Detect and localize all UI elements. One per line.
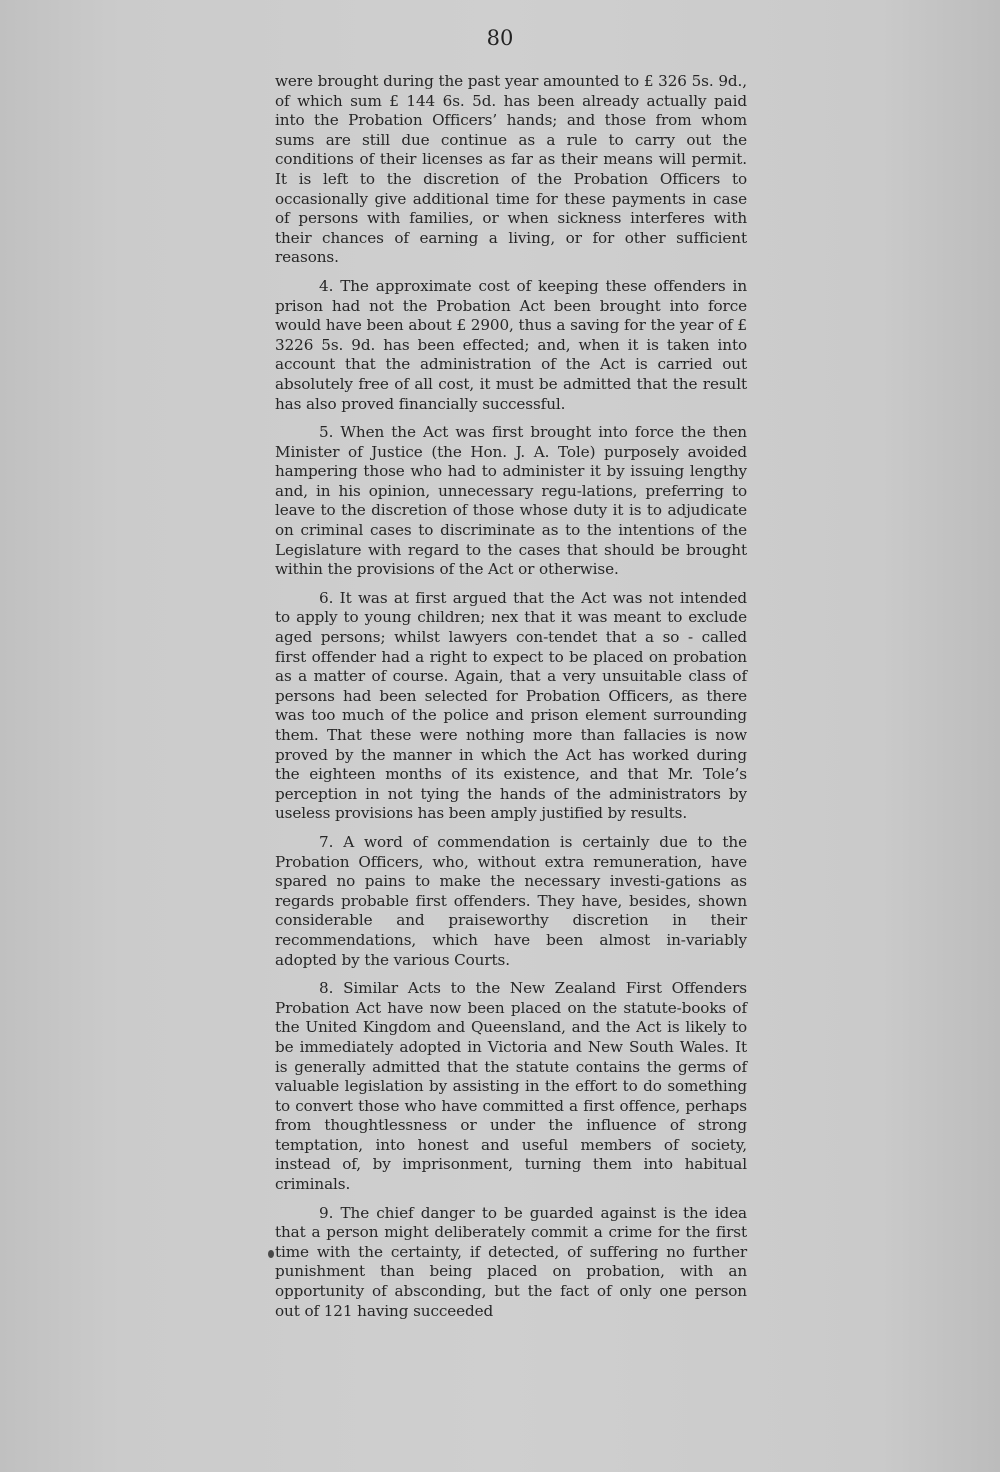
paragraph-4: 4. The approximate cost of keeping these offenders in prison had not the Probation Act been brought into force would have been about £ 2900, thus a saving for the year of £ 3226 5s. 9d. has been effected; and, when it is taken into account that the administration of the Act is carried out absolutely free of all cost, it must be admitted that the result has also proved financially successful. xyxy=(275,276,747,413)
page-number: 80 xyxy=(486,26,514,50)
paragraph-6: 6. It was at first argued that the Act was not intended to apply to young children; nex that it was meant to exclude aged persons; whilst lawyers con-tendet that a so - called first offender had a right to expect to be placed on probation as a matter of course. Again, that a very unsuitable class of persons had been selected for Probation Officers, as there was too much of the police and prison element surrounding them. That these were nothing more than fallacies is now proved by the manner in which the Act has worked during the eighteen months of its existence, and that Mr. Tole’s perception in not tying the hands of the administrators by useless provisions has been amply justified by results. xyxy=(275,588,747,823)
body-text xyxy=(275,72,747,1330)
paragraph-continuation: were brought during the past year amounted to £ 326 5s. 9d., of which sum £ 144 6s. 5d. has been already actually paid into the Probation Officers’ hands; and those from whom sums are still due continue as a rule to carry out the conditions of their licenses as far as their means will permit. It is left to the discretion of the Probation Officers to occasionally give additional time for these payments in case of persons with families, or when sickness interferes with their chances of earning a living, or for other sufficient reasons. xyxy=(275,72,747,267)
paragraph-9: 9. The chief danger to be guarded against is the idea that a person might deliberately commit a crime for the first time with the certainty, if detected, of suffering no further punishment than being placed on probation, with an opportunity of absconding, but the fact of only one person out of 121 having succeeded xyxy=(275,1203,747,1320)
ink-speck xyxy=(268,1250,274,1258)
paragraph-5: 5. When the Act was first brought into force the then Minister of Justice (the Hon. J. A. Tole) purposely avoided hampering those who had to administer it by issuing lengthy and, in his opinion, unnecessary regu-lations, preferring to leave to the discretion of those whose duty it is to adjudicate on criminal cases to discriminate as to the intentions of the Legislature with regard to the cases that should be brought within the provisions of the Act or otherwise. xyxy=(275,423,747,579)
paragraph-8: 8. Similar Acts to the New Zealand First Offenders Probation Act have now been placed on the statute-books of the United Kingdom and Queensland, and the Act is likely to be immediately adopted in Victoria and New South Wales. It is generally admitted that the statute contains the germs of valuable legislation by assisting in the effort to do something to convert those who have committed a first offence, perhaps from thoughtlessness or under the influence of strong temptation, into honest and useful members of society, instead of, by imprisonment, turning them into habitual criminals. xyxy=(275,979,747,1194)
paragraph-7: 7. A word of commendation is certainly due to the Probation Officers, who, without extra remuneration, have spared no pains to make the necessary investi-gations as regards probable first offenders. They have, besides, shown considerable and praiseworthy discretion in their recommendations, which have been almost in-variably adopted by the various Courts. xyxy=(275,832,747,969)
